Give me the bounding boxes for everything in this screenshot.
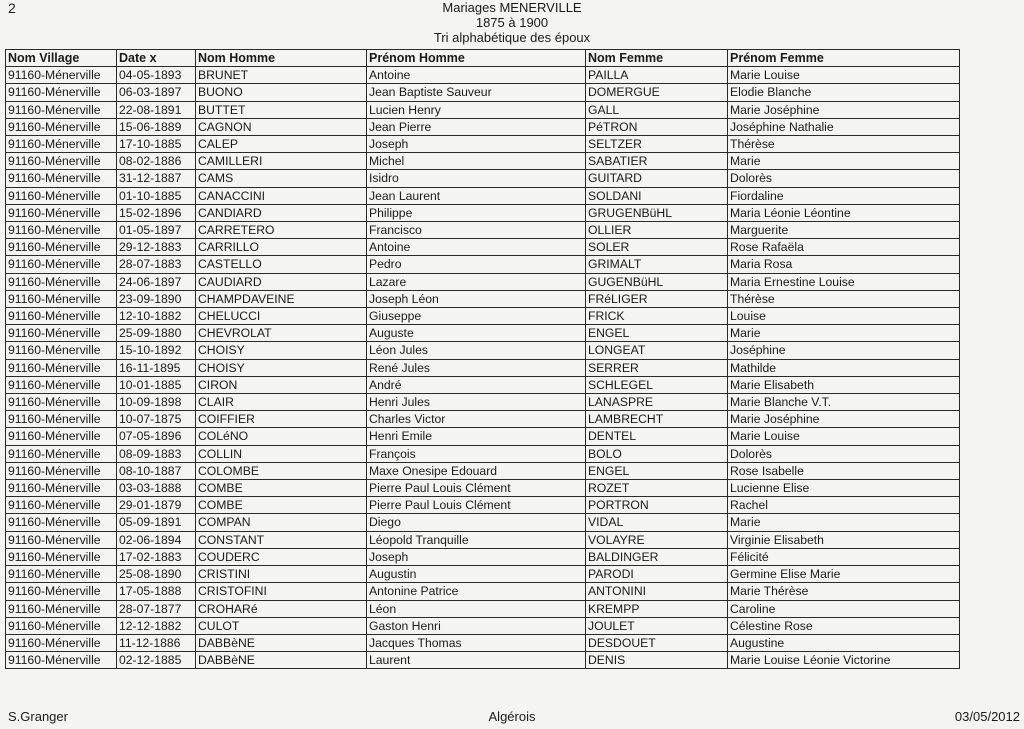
cell-wife-firstname: Germine Elise Marie [728, 566, 960, 583]
cell-wife-firstname: Dolorès [728, 170, 960, 187]
cell-wife-surname: DESDOUET [586, 634, 728, 651]
cell-village: 91160-Ménerville [6, 118, 117, 135]
cell-husband-firstname: Lazare [367, 273, 586, 290]
cell-husband-firstname: Henri Emile [367, 428, 586, 445]
cell-husband-firstname: Lucien Henry [367, 101, 586, 118]
cell-wife-surname: SCHLEGEL [586, 376, 728, 393]
cell-wife-firstname: Marie Joséphine [728, 101, 960, 118]
cell-date: 24-06-1897 [117, 273, 196, 290]
table-row [6, 118, 960, 135]
cell-wife-firstname: Caroline [728, 600, 960, 617]
footer-author: S.Granger [8, 709, 68, 724]
cell-village: 91160-Ménerville [6, 222, 117, 239]
cell-date: 08-02-1886 [117, 153, 196, 170]
cell-village: 91160-Ménerville [6, 101, 117, 118]
cell-wife-surname: BALDINGER [586, 548, 728, 565]
cell-village: 91160-Ménerville [6, 462, 117, 479]
cell-husband-surname: CALEP [196, 136, 367, 153]
cell-husband-firstname: Isidro [367, 170, 586, 187]
cell-village: 91160-Ménerville [6, 290, 117, 307]
cell-husband-firstname: Gaston Henri [367, 617, 586, 634]
cell-date: 31-12-1887 [117, 170, 196, 187]
cell-date: 08-10-1887 [117, 462, 196, 479]
cell-husband-firstname: Diego [367, 514, 586, 531]
cell-wife-firstname: Félicité [728, 548, 960, 565]
column-header-husband-surname: Nom Homme [196, 50, 367, 67]
cell-wife-surname: GRIMALT [586, 256, 728, 273]
cell-husband-surname: CHOISY [196, 359, 367, 376]
cell-village: 91160-Ménerville [6, 411, 117, 428]
cell-date: 29-12-1883 [117, 239, 196, 256]
cell-wife-surname: DOMERGUE [586, 84, 728, 101]
cell-wife-surname: SELTZER [586, 136, 728, 153]
cell-date: 01-10-1885 [117, 187, 196, 204]
cell-wife-firstname: Joséphine Nathalie [728, 118, 960, 135]
document-title: Mariages MENERVILLE [442, 0, 582, 15]
cell-village: 91160-Ménerville [6, 445, 117, 462]
cell-husband-surname: CIRON [196, 376, 367, 393]
cell-husband-firstname: François [367, 445, 586, 462]
cell-wife-firstname: Marie Thérèse [728, 583, 960, 600]
cell-village: 91160-Ménerville [6, 239, 117, 256]
cell-wife-firstname: Marie Louise [728, 67, 960, 84]
cell-village: 91160-Ménerville [6, 497, 117, 514]
cell-village: 91160-Ménerville [6, 514, 117, 531]
table-row [6, 239, 960, 256]
cell-village: 91160-Ménerville [6, 256, 117, 273]
cell-husband-surname: COMBE [196, 480, 367, 497]
cell-village: 91160-Ménerville [6, 617, 117, 634]
table-row [6, 531, 960, 548]
cell-village: 91160-Ménerville [6, 170, 117, 187]
column-header-husband-firstname: Prénom Homme [367, 50, 586, 67]
table-row [6, 273, 960, 290]
table-row [6, 376, 960, 393]
cell-village: 91160-Ménerville [6, 308, 117, 325]
cell-husband-surname: DABBèNE [196, 652, 367, 669]
cell-husband-surname: COMBE [196, 497, 367, 514]
document-subtitle: Tri alphabétique des époux [433, 30, 591, 45]
cell-husband-firstname: René Jules [367, 359, 586, 376]
table-row [6, 325, 960, 342]
cell-wife-surname: GUGENBüHL [586, 273, 728, 290]
cell-husband-surname: COLLIN [196, 445, 367, 462]
cell-village: 91160-Ménerville [6, 136, 117, 153]
table-row [6, 634, 960, 651]
document-period: 1875 à 1900 [475, 15, 549, 30]
cell-wife-surname: ENGEL [586, 462, 728, 479]
table-row [6, 187, 960, 204]
cell-wife-firstname: Marie Joséphine [728, 411, 960, 428]
footer-date: 03/05/2012 [954, 709, 1020, 724]
table-row [6, 548, 960, 565]
cell-date: 17-10-1885 [117, 136, 196, 153]
cell-husband-surname: COIFFIER [196, 411, 367, 428]
table-row [6, 136, 960, 153]
table-row [6, 617, 960, 634]
cell-wife-firstname: Lucienne Elise [728, 480, 960, 497]
cell-date: 11-12-1886 [117, 634, 196, 651]
cell-wife-firstname: Marie [728, 153, 960, 170]
marriages-table [5, 49, 960, 669]
cell-wife-surname: ROZET [586, 480, 728, 497]
cell-wife-firstname: Marie Louise Léonie Victorine [728, 652, 960, 669]
cell-village: 91160-Ménerville [6, 204, 117, 221]
cell-wife-firstname: Maria Léonie Léontine [728, 204, 960, 221]
cell-wife-firstname: Maria Ernestine Louise [728, 273, 960, 290]
cell-husband-firstname: Jean Pierre [367, 118, 586, 135]
footer-region: Algérois [488, 709, 536, 724]
cell-date: 01-05-1897 [117, 222, 196, 239]
cell-husband-surname: CRISTINI [196, 566, 367, 583]
table-row [6, 583, 960, 600]
cell-date: 17-02-1883 [117, 548, 196, 565]
cell-husband-firstname: Jacques Thomas [367, 634, 586, 651]
column-header-date: Date x [117, 50, 196, 67]
cell-husband-surname: CANACCINI [196, 187, 367, 204]
cell-date: 23-09-1890 [117, 290, 196, 307]
cell-wife-surname: SABATIER [586, 153, 728, 170]
cell-date: 10-09-1898 [117, 394, 196, 411]
cell-date: 10-07-1875 [117, 411, 196, 428]
cell-wife-surname: VOLAYRE [586, 531, 728, 548]
cell-village: 91160-Ménerville [6, 84, 117, 101]
table-header [6, 50, 960, 67]
cell-village: 91160-Ménerville [6, 325, 117, 342]
cell-husband-surname: BRUNET [196, 67, 367, 84]
cell-wife-firstname: Thérèse [728, 290, 960, 307]
cell-village: 91160-Ménerville [6, 531, 117, 548]
cell-date: 02-06-1894 [117, 531, 196, 548]
cell-village: 91160-Ménerville [6, 428, 117, 445]
table-row [6, 84, 960, 101]
header-row [6, 50, 960, 67]
cell-wife-surname: FRICK [586, 308, 728, 325]
table-row [6, 462, 960, 479]
cell-husband-surname: CASTELLO [196, 256, 367, 273]
table-row [6, 67, 960, 84]
cell-wife-firstname: Virginie Elisabeth [728, 531, 960, 548]
cell-wife-firstname: Dolorès [728, 445, 960, 462]
table-row [6, 101, 960, 118]
cell-wife-firstname: Marie Louise [728, 428, 960, 445]
cell-husband-surname: CHEVROLAT [196, 325, 367, 342]
cell-village: 91160-Ménerville [6, 652, 117, 669]
cell-village: 91160-Ménerville [6, 187, 117, 204]
table-row [6, 600, 960, 617]
cell-husband-firstname: Laurent [367, 652, 586, 669]
cell-wife-firstname: Rachel [728, 497, 960, 514]
cell-date: 16-11-1895 [117, 359, 196, 376]
cell-village: 91160-Ménerville [6, 273, 117, 290]
cell-date: 08-09-1883 [117, 445, 196, 462]
table-row [6, 204, 960, 221]
cell-village: 91160-Ménerville [6, 342, 117, 359]
cell-husband-firstname: Auguste [367, 325, 586, 342]
cell-wife-surname: SOLDANI [586, 187, 728, 204]
cell-husband-surname: CONSTANT [196, 531, 367, 548]
cell-wife-surname: DENIS [586, 652, 728, 669]
table-row [6, 566, 960, 583]
cell-village: 91160-Ménerville [6, 634, 117, 651]
cell-date: 17-05-1888 [117, 583, 196, 600]
page-number: 2 [8, 0, 16, 16]
cell-date: 28-07-1883 [117, 256, 196, 273]
cell-husband-surname: COUDERC [196, 548, 367, 565]
table-row [6, 256, 960, 273]
cell-village: 91160-Ménerville [6, 566, 117, 583]
cell-husband-firstname: André [367, 376, 586, 393]
cell-husband-surname: CULOT [196, 617, 367, 634]
cell-date: 15-10-1892 [117, 342, 196, 359]
cell-village: 91160-Ménerville [6, 67, 117, 84]
document-header [0, 0, 1024, 45]
cell-husband-firstname: Francisco [367, 222, 586, 239]
cell-wife-surname: LONGEAT [586, 342, 728, 359]
cell-wife-surname: PORTRON [586, 497, 728, 514]
cell-husband-surname: CAMILLERI [196, 153, 367, 170]
cell-wife-surname: OLLIER [586, 222, 728, 239]
cell-village: 91160-Ménerville [6, 394, 117, 411]
cell-village: 91160-Ménerville [6, 153, 117, 170]
cell-husband-firstname: Antoine [367, 67, 586, 84]
marriages-table-container [5, 49, 960, 669]
cell-wife-surname: GRUGENBüHL [586, 204, 728, 221]
cell-wife-firstname: Joséphine [728, 342, 960, 359]
cell-wife-firstname: Marguerite [728, 222, 960, 239]
cell-husband-surname: CLAIR [196, 394, 367, 411]
cell-date: 15-06-1889 [117, 118, 196, 135]
cell-date: 07-05-1896 [117, 428, 196, 445]
table-row [6, 411, 960, 428]
cell-wife-surname: LAMBRECHT [586, 411, 728, 428]
cell-wife-firstname: Marie Blanche V.T. [728, 394, 960, 411]
cell-wife-firstname: Augustine [728, 634, 960, 651]
cell-husband-surname: CROHARé [196, 600, 367, 617]
cell-date: 12-10-1882 [117, 308, 196, 325]
cell-husband-surname: CHELUCCI [196, 308, 367, 325]
cell-husband-firstname: Joseph [367, 136, 586, 153]
cell-husband-firstname: Charles Victor [367, 411, 586, 428]
cell-wife-firstname: Célestine Rose [728, 617, 960, 634]
cell-wife-firstname: Louise [728, 308, 960, 325]
cell-village: 91160-Ménerville [6, 376, 117, 393]
cell-wife-surname: GALL [586, 101, 728, 118]
cell-village: 91160-Ménerville [6, 359, 117, 376]
cell-wife-firstname: Marie [728, 325, 960, 342]
cell-husband-firstname: Joseph Léon [367, 290, 586, 307]
cell-wife-firstname: Elodie Blanche [728, 84, 960, 101]
cell-husband-firstname: Pierre Paul Louis Clément [367, 480, 586, 497]
table-row [6, 308, 960, 325]
cell-husband-surname: DABBèNE [196, 634, 367, 651]
cell-husband-firstname: Antoine [367, 239, 586, 256]
cell-wife-surname: SERRER [586, 359, 728, 376]
cell-wife-surname: JOULET [586, 617, 728, 634]
table-row [6, 480, 960, 497]
cell-date: 22-08-1891 [117, 101, 196, 118]
cell-husband-firstname: Léon [367, 600, 586, 617]
cell-husband-firstname: Joseph [367, 548, 586, 565]
cell-husband-surname: BUTTET [196, 101, 367, 118]
cell-husband-surname: CHOISY [196, 342, 367, 359]
table-body [6, 67, 960, 669]
cell-wife-surname: LANASPRE [586, 394, 728, 411]
cell-husband-firstname: Augustin [367, 566, 586, 583]
cell-husband-firstname: Pedro [367, 256, 586, 273]
cell-husband-surname: CAMS [196, 170, 367, 187]
table-row [6, 290, 960, 307]
table-row [6, 394, 960, 411]
cell-husband-surname: COLéNO [196, 428, 367, 445]
table-row [6, 153, 960, 170]
cell-date: 28-07-1877 [117, 600, 196, 617]
cell-date: 12-12-1882 [117, 617, 196, 634]
cell-wife-firstname: Fiordaline [728, 187, 960, 204]
cell-husband-surname: CAGNON [196, 118, 367, 135]
cell-husband-surname: COMPAN [196, 514, 367, 531]
cell-village: 91160-Ménerville [6, 548, 117, 565]
cell-wife-firstname: Rose Isabelle [728, 462, 960, 479]
cell-wife-firstname: Marie [728, 514, 960, 531]
cell-husband-firstname: Léopold Tranquille [367, 531, 586, 548]
cell-wife-firstname: Rose Rafaëla [728, 239, 960, 256]
cell-date: 25-08-1890 [117, 566, 196, 583]
column-header-wife-surname: Nom Femme [586, 50, 728, 67]
cell-husband-firstname: Pierre Paul Louis Clément [367, 497, 586, 514]
column-header-village: Nom Village [6, 50, 117, 67]
cell-date: 06-03-1897 [117, 84, 196, 101]
table-row [6, 445, 960, 462]
table-row [6, 514, 960, 531]
cell-husband-surname: CANDIARD [196, 204, 367, 221]
cell-date: 29-01-1879 [117, 497, 196, 514]
cell-husband-firstname: Giuseppe [367, 308, 586, 325]
cell-husband-firstname: Maxe Onesipe Edouard [367, 462, 586, 479]
table-row [6, 497, 960, 514]
cell-husband-firstname: Michel [367, 153, 586, 170]
cell-wife-surname: SOLER [586, 239, 728, 256]
cell-wife-firstname: Maria Rosa [728, 256, 960, 273]
cell-wife-surname: ANTONINI [586, 583, 728, 600]
cell-husband-surname: CARRETERO [196, 222, 367, 239]
cell-date: 10-01-1885 [117, 376, 196, 393]
cell-husband-firstname: Léon Jules [367, 342, 586, 359]
table-row [6, 170, 960, 187]
cell-husband-firstname: Jean Laurent [367, 187, 586, 204]
cell-husband-firstname: Jean Baptiste Sauveur [367, 84, 586, 101]
table-row [6, 652, 960, 669]
cell-wife-surname: PéTRON [586, 118, 728, 135]
cell-wife-surname: DENTEL [586, 428, 728, 445]
cell-wife-firstname: Marie Elisabeth [728, 376, 960, 393]
cell-date: 04-05-1893 [117, 67, 196, 84]
cell-village: 91160-Ménerville [6, 583, 117, 600]
cell-wife-surname: GUITARD [586, 170, 728, 187]
cell-husband-firstname: Henri Jules [367, 394, 586, 411]
table-row [6, 342, 960, 359]
cell-husband-surname: CRISTOFINI [196, 583, 367, 600]
cell-date: 15-02-1896 [117, 204, 196, 221]
table-row [6, 428, 960, 445]
column-header-wife-firstname: Prénom Femme [728, 50, 960, 67]
cell-wife-surname: PAILLA [586, 67, 728, 84]
cell-date: 25-09-1880 [117, 325, 196, 342]
cell-wife-surname: VIDAL [586, 514, 728, 531]
cell-husband-surname: CARRILLO [196, 239, 367, 256]
cell-village: 91160-Ménerville [6, 600, 117, 617]
cell-wife-surname: ENGEL [586, 325, 728, 342]
cell-wife-firstname: Mathilde [728, 359, 960, 376]
cell-date: 02-12-1885 [117, 652, 196, 669]
cell-husband-surname: COLOMBE [196, 462, 367, 479]
cell-wife-surname: PARODI [586, 566, 728, 583]
cell-husband-surname: BUONO [196, 84, 367, 101]
cell-husband-surname: CAUDIARD [196, 273, 367, 290]
cell-date: 05-09-1891 [117, 514, 196, 531]
cell-husband-firstname: Philippe [367, 204, 586, 221]
cell-wife-firstname: Thérèse [728, 136, 960, 153]
cell-wife-surname: KREMPP [586, 600, 728, 617]
cell-husband-surname: CHAMPDAVEINE [196, 290, 367, 307]
cell-date: 03-03-1888 [117, 480, 196, 497]
cell-husband-firstname: Antonine Patrice [367, 583, 586, 600]
table-row [6, 359, 960, 376]
table-row [6, 222, 960, 239]
cell-wife-surname: BOLO [586, 445, 728, 462]
cell-village: 91160-Ménerville [6, 480, 117, 497]
cell-wife-surname: FRéLIGER [586, 290, 728, 307]
